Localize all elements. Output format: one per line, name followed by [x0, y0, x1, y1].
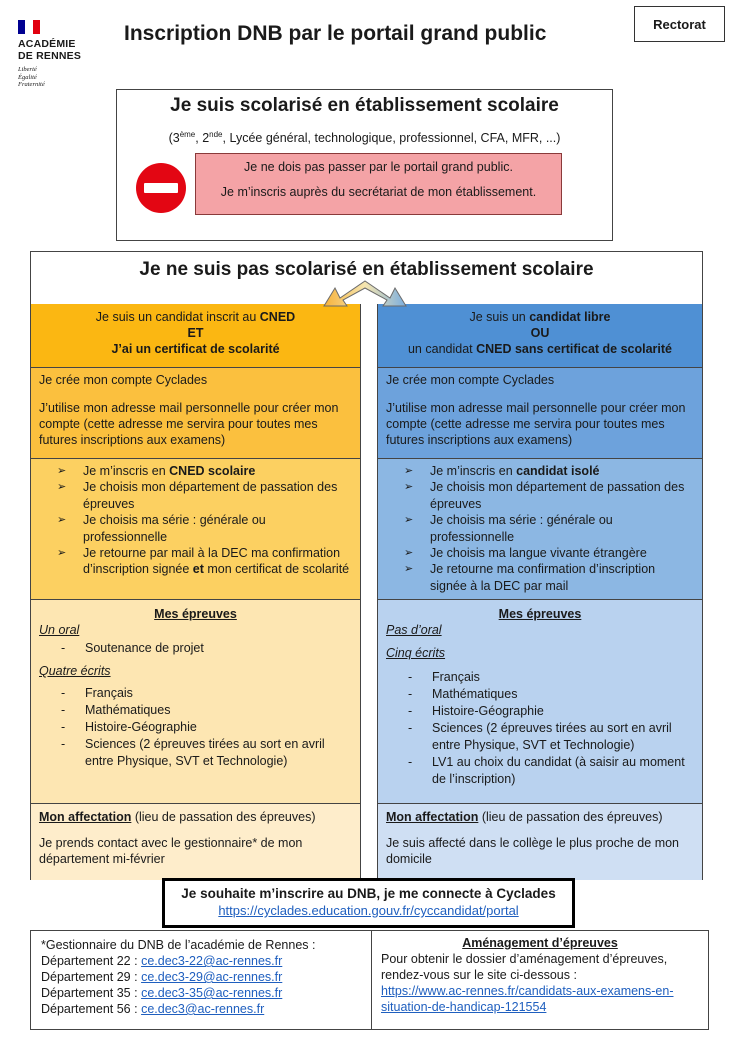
- warning-box: [195, 153, 562, 215]
- split-arrow-icon: [322, 276, 408, 322]
- libre-compte-section: Je crée mon compte Cyclades J’utilise mon adresse mail personnelle pour créer mon compte (cette adresse me servira pour toutes mes futures inscriptions aux examens): [378, 367, 702, 458]
- cyclades-cta: [162, 878, 575, 928]
- gestionnaire-row: Département 29 : ce.dec3-29@ac-rennes.fr: [41, 970, 283, 984]
- list-item: - Histoire-Géographie: [51, 719, 352, 736]
- email-link[interactable]: ce.dec3-29@ac-rennes.fr: [141, 970, 283, 984]
- amenagement-title: Aménagement d’épreuves: [462, 936, 618, 950]
- oral-label: Pas d’oral: [386, 623, 442, 637]
- epreuves-title: Mes épreuves: [154, 607, 237, 621]
- cned-steps-section: [31, 458, 360, 599]
- non-scolarise-heading: Je ne suis pas scolarisé en établissement scolaire: [30, 251, 703, 304]
- no-entry-icon: [135, 162, 187, 214]
- libre-affectation-section: Mon affectation (lieu de passation des épreuves) Je suis affecté dans le collège le plus proche de mon domicile: [378, 803, 702, 880]
- libre-column: [377, 304, 703, 880]
- cta-title: Je souhaite m’inscrire au DNB, je me connecte à Cyclades: [181, 886, 556, 901]
- gestionnaire-row: Département 35 : ce.dec3-35@ac-rennes.fr: [41, 986, 283, 1000]
- list-item: - Sciences (2 épreuves tirées au sort en avril entre Physique, SVT et Technologie): [398, 720, 694, 754]
- gestionnaires-section: [31, 931, 371, 1029]
- logo-motto: Liberté Égalité Fraternité: [18, 66, 45, 88]
- ecrits-label: Quatre écrits: [39, 664, 111, 678]
- list-item: ➢ Je choisis mon département de passation des épreuves: [51, 479, 352, 512]
- page-title: Inscription DNB par le portail grand public: [124, 22, 547, 45]
- libre-steps-section: [378, 458, 702, 599]
- libre-column-header: Je suis un candidat libre OU un candidat CNED sans certificat de scolarité: [378, 304, 702, 367]
- epreuves-title: Mes épreuves: [498, 607, 582, 621]
- list-item: - Histoire-Géographie: [398, 703, 694, 720]
- rectorat-badge: Rectorat: [634, 6, 725, 42]
- list-item: - Sciences (2 épreuves tirées au sort en avril entre Physique, SVT et Technologie): [51, 736, 352, 770]
- libre-epreuves-section: [378, 599, 702, 803]
- list-item: ➢ Je choisis ma série : générale ou professionnelle: [398, 512, 694, 545]
- email-link[interactable]: ce.dec3@ac-rennes.fr: [141, 1002, 265, 1016]
- logo-name-line2: DE RENNES: [18, 50, 82, 62]
- warning-line-2: Je m’inscris auprès du secrétariat de mon établissement.: [220, 185, 537, 199]
- gestionnaire-row: Département 22 : ce.dec3-22@ac-rennes.fr: [41, 954, 283, 968]
- list-item: ➢ Je choisis ma langue vivante étrangère: [398, 545, 694, 561]
- email-link[interactable]: ce.dec3-35@ac-rennes.fr: [141, 986, 283, 1000]
- cned-affectation-section: Mon affectation (lieu de passation des épreuves) Je prends contact avec le gestionnaire* de mon département mi-février: [31, 803, 360, 880]
- list-item: - Français: [51, 685, 352, 702]
- list-item: - Soutenance de projet: [51, 640, 352, 657]
- list-item: - Mathématiques: [51, 702, 352, 719]
- list-item: ➢ Je m’inscris en CNED scolaire: [51, 463, 352, 479]
- academie-logo: [18, 20, 118, 89]
- list-item: ➢ Je retourne ma confirmation d’inscription signée à la DEC par mail: [398, 561, 694, 594]
- ecrits-label: Cinq écrits: [386, 646, 446, 660]
- amenagement-link[interactable]: https://www.ac-rennes.fr/candidats-aux-examens-en-situation-de-handicap-121554: [381, 984, 674, 1014]
- list-item: ➢ Je retourne par mail à la DEC ma confirmation d’inscription signée et mon certificat de scolarité: [51, 545, 352, 578]
- flag-icon: [18, 20, 40, 34]
- list-item: - Français: [398, 669, 694, 686]
- cned-compte-section: Je crée mon compte Cyclades J’utilise mon adresse mail personnelle pour créer mon compte (cette adresse me servira pour toutes mes futures inscriptions aux examens): [31, 367, 360, 458]
- cned-column: [30, 304, 361, 880]
- cyclades-link[interactable]: https://cyclades.education.gouv.fr/cyccandidat/portal: [218, 903, 519, 918]
- gestionnaire-row: Département 56 : ce.dec3@ac-rennes.fr: [41, 1002, 265, 1016]
- scolarise-heading: Je suis scolarisé en établissement scolaire: [170, 95, 559, 116]
- amenagement-section: [371, 931, 708, 1029]
- oral-label: Un oral: [39, 623, 80, 637]
- list-item: ➢ Je choisis ma série : générale ou professionnelle: [51, 512, 352, 545]
- cned-column-header: Je suis un candidat inscrit au CNED ET J’ai un certificat de scolarité: [31, 304, 360, 367]
- list-item: ➢ Je m’inscris en candidat isolé: [398, 463, 694, 479]
- gestionnaires-title: *Gestionnaire du DNB de l’académie de Rennes :: [41, 938, 316, 952]
- logo-name-line1: ACADÉMIE: [18, 38, 76, 50]
- amenagement-text: Pour obtenir le dossier d’aménagement d’épreuves, rendez-vous sur le site ci-dessous :: [381, 952, 668, 982]
- email-link[interactable]: ce.dec3-22@ac-rennes.fr: [141, 954, 283, 968]
- warning-line-1: Je ne dois pas passer par le portail grand public.: [244, 160, 513, 174]
- list-item: - Mathématiques: [398, 686, 694, 703]
- list-item: - LV1 au choix du candidat (à saisir au moment de l’inscription): [398, 754, 694, 788]
- cned-epreuves-section: [31, 599, 360, 803]
- scolarise-subtitle: (3ème, 2nde, Lycée général, technologique, professionnel, CFA, MFR, ...): [168, 130, 561, 146]
- list-item: ➢ Je choisis mon département de passation des épreuves: [398, 479, 694, 512]
- scolarise-box: [116, 89, 613, 241]
- bottom-box: [30, 930, 709, 1030]
